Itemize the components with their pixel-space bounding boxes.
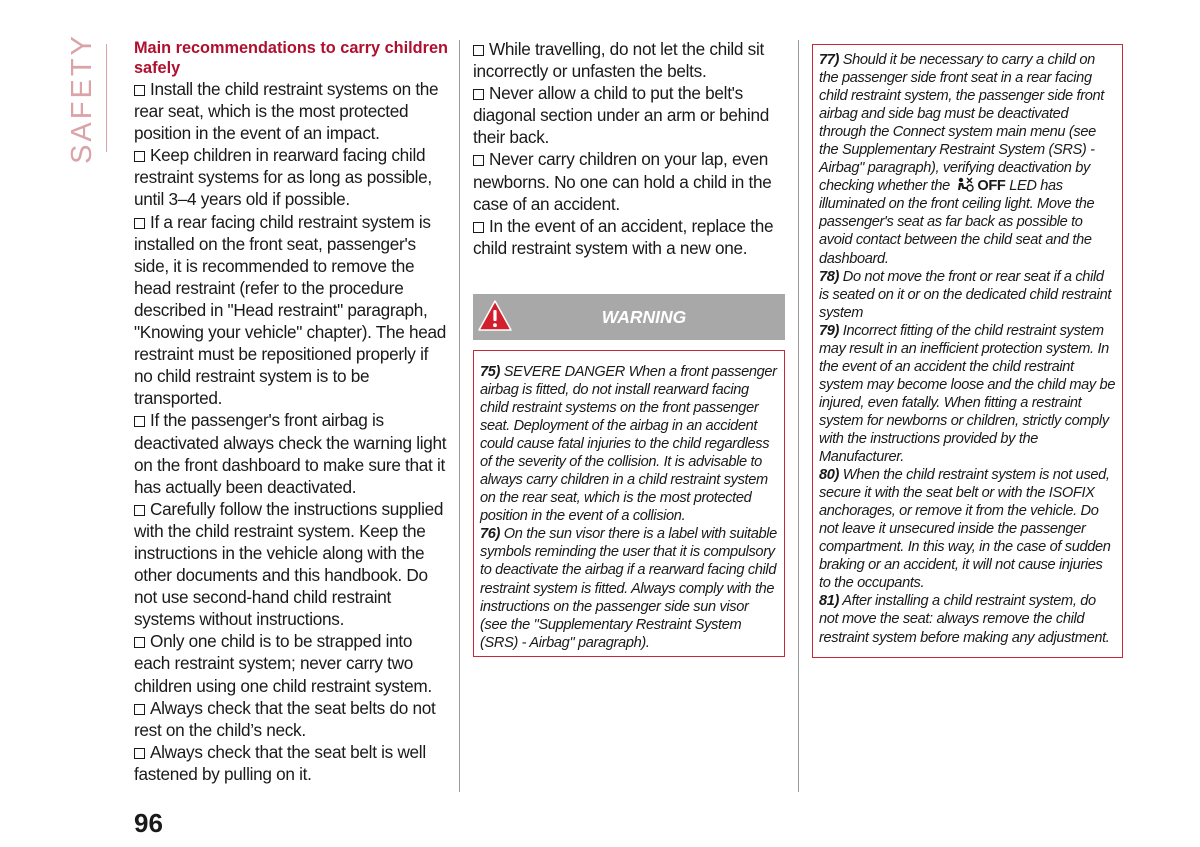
checkbox-bullet-icon — [134, 218, 145, 229]
list-item: Never carry children on your lap, even newborns. No one can hold a child in the case of an accident. — [473, 149, 772, 214]
off-label: OFF — [977, 178, 1006, 195]
checkbox-bullet-icon — [473, 222, 484, 233]
recommendations-list — [473, 38, 785, 259]
list-item: In the event of an accident, replace the child restraint system with a new one. — [473, 215, 774, 258]
warning-item: 81) After installing a child restraint system, do not move the seat: always remove the child restraint system before making any adjustment. — [819, 593, 1110, 646]
checkbox-bullet-icon — [473, 89, 484, 100]
column-3 — [812, 38, 1123, 658]
passenger-airbag-off-icon — [954, 177, 974, 193]
warning-box — [812, 44, 1123, 658]
section-tab — [62, 32, 102, 164]
warning-item: 79) Incorrect fitting of the child restraint system may result in an inefficient protection system. In the event of an accident the child restraint system may become loose and the child may be injured, even fatally. When fitting a restraint system for newborns or children, strictly comply with the instructions provided by the Manufacturer. — [819, 322, 1116, 466]
list-item: If a rear facing child restraint system is installed on the front seat, passenger's side, it is recommended to remove the head restraint (refer to the procedure described in "Head restraint" paragraph, "Knowing your vehicle" chapter). The head restraint must be repositioned properly if no child restraint system is to be transported. — [134, 211, 447, 409]
page-number: 96 — [134, 808, 163, 838]
section-tab-label: SAFETY — [65, 32, 98, 164]
checkbox-bullet-icon — [134, 85, 145, 96]
checkbox-bullet-icon — [134, 416, 145, 427]
column-1 — [134, 38, 450, 785]
warning-item: 80) When the child restraint system is not used, secure it with the seat belt or with the ISOFIX anchorages, or remove it from the vehicle. Do not leave it unsecured inside the passenger compartment. In this way, in the case of sudden braking or an accident, it will not cause injuries to the occupants. — [819, 467, 1111, 592]
checkbox-bullet-icon — [134, 505, 145, 516]
warning-number: 81) — [819, 593, 840, 610]
list-item: Never allow a child to put the belt's diagonal section under an arm or behind their back. — [473, 83, 769, 148]
column-2 — [473, 38, 785, 657]
list-item: While travelling, do not let the child sit incorrectly or unfasten the belts. — [473, 39, 764, 82]
checkbox-bullet-icon — [134, 748, 145, 759]
checkbox-bullet-icon — [134, 704, 145, 715]
warning-item: 77) Should it be necessary to carry a child on the passenger side front seat in a rear facing child restraint system, the passenger side front airbag and side bag must be deactivated through the Connect system main menu (see the Supplementary Restraint System (SRS) - Airbag" paragraph), verifying deactivation by checking whether the OFF LED has illuminated on the front ceiling light. Move the passenger's seat as far back as possible to avoid contact between the child seat and the dashboard. — [819, 52, 1104, 267]
list-item: Keep children in rearward facing child restraint systems for as long as possible, until 3–4 years old if possible. — [134, 145, 432, 210]
warning-item: 76) On the sun visor there is a label with suitable symbols reminding the user that it is compulsory to deactivate the airbag if a rearward facing child restraint system is fitted. Always comply with the instructions on the passenger side sun visor (see the "Supplementary Restraint System (SRS) - Airbag" paragraph). — [480, 526, 777, 651]
list-item: Always check that the seat belt is well fastened by pulling on it. — [134, 741, 426, 784]
list-item: Always check that the seat belts do not rest on the child’s neck. — [134, 697, 436, 740]
column-divider — [459, 40, 460, 792]
warning-number: 77) — [819, 52, 840, 68]
list-item: If the passenger's front airbag is deactivated always check the warning light on the front dashboard to make sure that it has actually been deactivated. — [134, 410, 447, 497]
checkbox-bullet-icon — [473, 155, 484, 166]
warning-item: 75) SEVERE DANGER When a front passenger airbag is fitted, do not install rearward facing child restraint systems on the front passenger seat. Deployment of the airbag in an accident could cause fatal injuries to the child regardless of the severity of the collision. It is advisable to always carry children in a child restraint system on the rear seat, which is the most protected position in the event of a collision. — [480, 363, 777, 525]
warning-box — [473, 350, 785, 657]
warning-number: 76) — [480, 526, 501, 543]
list-item: Only one child is to be strapped into each restraint system; never carry two children using one child restraint system. — [134, 631, 432, 696]
warning-number: 78) — [819, 268, 840, 285]
checkbox-bullet-icon — [473, 45, 484, 56]
list-item: Install the child restraint systems on the rear seat, which is the most protected position in the event of an impact. — [134, 79, 439, 144]
section-heading: Main recommendations to carry children safely — [134, 39, 448, 77]
recommendations-list — [134, 78, 450, 785]
warning-header — [473, 294, 785, 340]
checkbox-bullet-icon — [134, 637, 145, 648]
warning-title: WARNING — [601, 306, 687, 327]
warning-number: 79) — [819, 322, 840, 339]
column-divider — [798, 40, 799, 792]
warning-number: 80) — [819, 467, 840, 484]
section-tab-divider — [106, 44, 107, 152]
warning-item: 78) Do not move the front or rear seat if a child is seated on it or on the dedicated child restraint system — [819, 268, 1112, 321]
list-item: Carefully follow the instructions supplied with the child restraint system. Keep the instructions in the vehicle along with the other documents and this handbook. Do not use second-hand child restraint systems without instructions. — [134, 498, 444, 630]
warning-number: 75) — [480, 363, 501, 380]
checkbox-bullet-icon — [134, 151, 145, 162]
